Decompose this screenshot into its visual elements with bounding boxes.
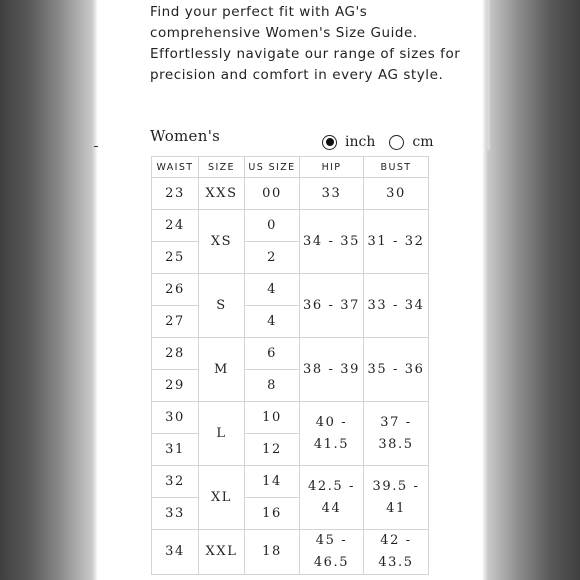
bust-cell: 37 - 38.5 [364,402,429,466]
us-size-cell: 00 [245,178,300,210]
us-size-cell: 18 [245,530,300,575]
hip-cell: 36 - 37 [300,274,364,338]
waist-cell: 25 [152,242,199,274]
size-cell: XXS [199,178,245,210]
table-row [152,402,429,434]
unit-toggle [322,133,447,151]
header-waist: WAIST [152,157,199,178]
bust-cell: 33 - 34 [364,274,429,338]
table-row [152,210,429,242]
size-cell: XXL [199,530,245,575]
size-cell: XL [199,466,245,530]
bust-cell: 35 - 36 [364,338,429,402]
waist-cell: 28 [152,338,199,370]
hip-cell: 42.5 - 44 [300,466,364,530]
table-row [152,338,429,370]
size-guide-panel [98,0,482,580]
bust-cell: 31 - 32 [364,210,429,274]
radio-selected-dot [326,138,334,146]
us-size-cell: 6 [245,338,300,370]
us-size-cell: 2 [245,242,300,274]
waist-cell: 33 [152,498,199,530]
table-row [152,274,429,306]
us-size-cell: 12 [245,434,300,466]
scrollbar[interactable] [486,0,490,150]
table-row [152,530,429,575]
size-cell: XS [199,210,245,274]
section-title: Women's [150,127,221,145]
waist-cell: 30 [152,402,199,434]
table-header-row [152,157,429,178]
hip-cell: 33 [300,178,364,210]
us-size-cell: 0 [245,210,300,242]
us-size-cell: 10 [245,402,300,434]
bust-cell: 42 - 43.5 [364,530,429,575]
us-size-cell: 16 [245,498,300,530]
size-cell: L [199,402,245,466]
header-hip: HIP [300,157,364,178]
size-cell: S [199,274,245,338]
waist-cell: 27 [152,306,199,338]
waist-cell: 34 [152,530,199,575]
cm-label[interactable]: cm [412,134,434,150]
header-us-size: US SIZE [245,157,300,178]
waist-cell: 23 [152,178,199,210]
waist-cell: 24 [152,210,199,242]
hip-cell: 38 - 39 [300,338,364,402]
header-size: SIZE [199,157,245,178]
us-size-cell: 4 [245,274,300,306]
table-row [152,466,429,498]
hip-cell: 40 - 41.5 [300,402,364,466]
hip-cell: 45 - 46.5 [300,530,364,575]
size-table [151,156,429,575]
header-bust: BUST [364,157,429,178]
waist-cell: 31 [152,434,199,466]
us-size-cell: 8 [245,370,300,402]
bust-cell: 30 [364,178,429,210]
us-size-cell: 14 [245,466,300,498]
us-size-cell: 4 [245,306,300,338]
bust-cell: 39.5 - 41 [364,466,429,530]
size-cell: M [199,338,245,402]
cm-radio[interactable] [389,135,404,150]
waist-cell: 32 [152,466,199,498]
table-row [152,178,429,210]
hip-cell: 34 - 35 [300,210,364,274]
waist-cell: 26 [152,274,199,306]
intro-text: Find your perfect fit with AG's comprehensive Women's Size Guide. Effortlessly navigate our range of sizes for precision and comfort in every AG style. [150,4,461,83]
inch-label[interactable]: inch [345,134,376,150]
waist-cell: 29 [152,370,199,402]
inch-radio[interactable] [322,135,337,150]
